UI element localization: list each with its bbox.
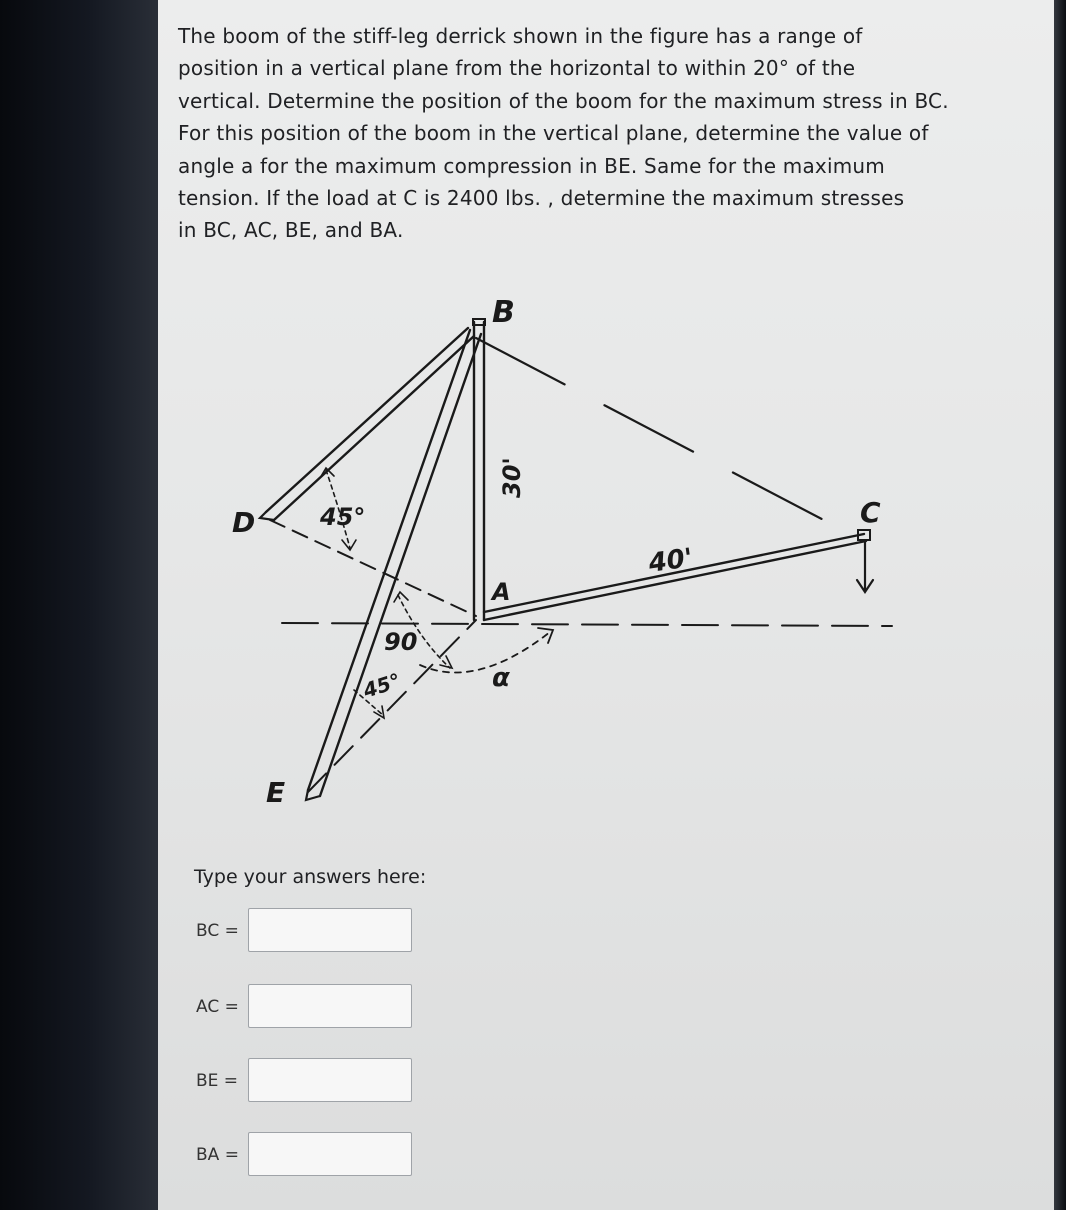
question-line: For this position of the boom in the vertical plane, determine the value of — [178, 121, 929, 146]
screen-bezel-left — [0, 0, 160, 1210]
mast-ab — [474, 322, 484, 620]
label-d: D — [232, 506, 256, 539]
label-boom-length: 40' — [646, 543, 695, 579]
answer-label-ac: AC = — [196, 997, 239, 1017]
question-line: vertical. Determine the position of the boom for the maximum stress in BC. — [178, 88, 949, 113]
dashed-line-da — [270, 520, 476, 616]
angle-90-arrow-bottom — [440, 656, 452, 668]
question-line: The boom of the stiff-leg derrick shown in the figure has a range of — [178, 24, 863, 48]
horizontal-reference-line — [282, 623, 892, 626]
alpha-arc — [420, 632, 550, 673]
label-a: A — [492, 578, 511, 606]
ba-input[interactable] — [248, 1132, 412, 1176]
stiff-leg-bd-end — [260, 512, 274, 520]
ac-input[interactable] — [248, 984, 412, 1028]
question-line: tension. If the load at C is 2400 lbs. , determine the maximum stresses — [178, 186, 905, 211]
label-alpha: α — [492, 663, 510, 693]
stiff-leg-be-end — [306, 790, 320, 800]
bc-input[interactable] — [248, 908, 412, 952]
label-c: C — [860, 496, 881, 529]
answer-label-be: BE = — [196, 1071, 239, 1091]
derrick-figure — [158, 0, 1054, 840]
question-line: in BC, AC, BE, and BA. — [178, 218, 404, 243]
answers-prompt: Type your answers here: — [194, 866, 427, 888]
stiff-leg-be — [308, 330, 481, 796]
dashed-line-bc — [476, 338, 858, 538]
answer-label-ba: BA = — [196, 1145, 239, 1165]
label-angle-90: 90 — [384, 628, 418, 656]
stiff-leg-bd — [266, 328, 474, 520]
label-mast-length: 30' — [498, 457, 526, 498]
angle-90-arrow — [394, 592, 408, 602]
label-b: B — [492, 295, 515, 330]
label-e: E — [266, 776, 286, 809]
label-angle-e: 45° — [360, 668, 404, 703]
load-arrow — [857, 541, 873, 592]
answer-label-bc: BC = — [196, 921, 239, 941]
question-line: angle a for the maximum compression in BE. Same for the maximum — [178, 153, 885, 178]
be-input[interactable] — [248, 1058, 412, 1102]
screen-bezel-right — [1052, 0, 1066, 1210]
label-angle-d: 45° — [320, 503, 366, 531]
question-line: position in a vertical plane from the horizontal to within 20° of the — [178, 56, 856, 81]
question-page — [158, 0, 1054, 1210]
